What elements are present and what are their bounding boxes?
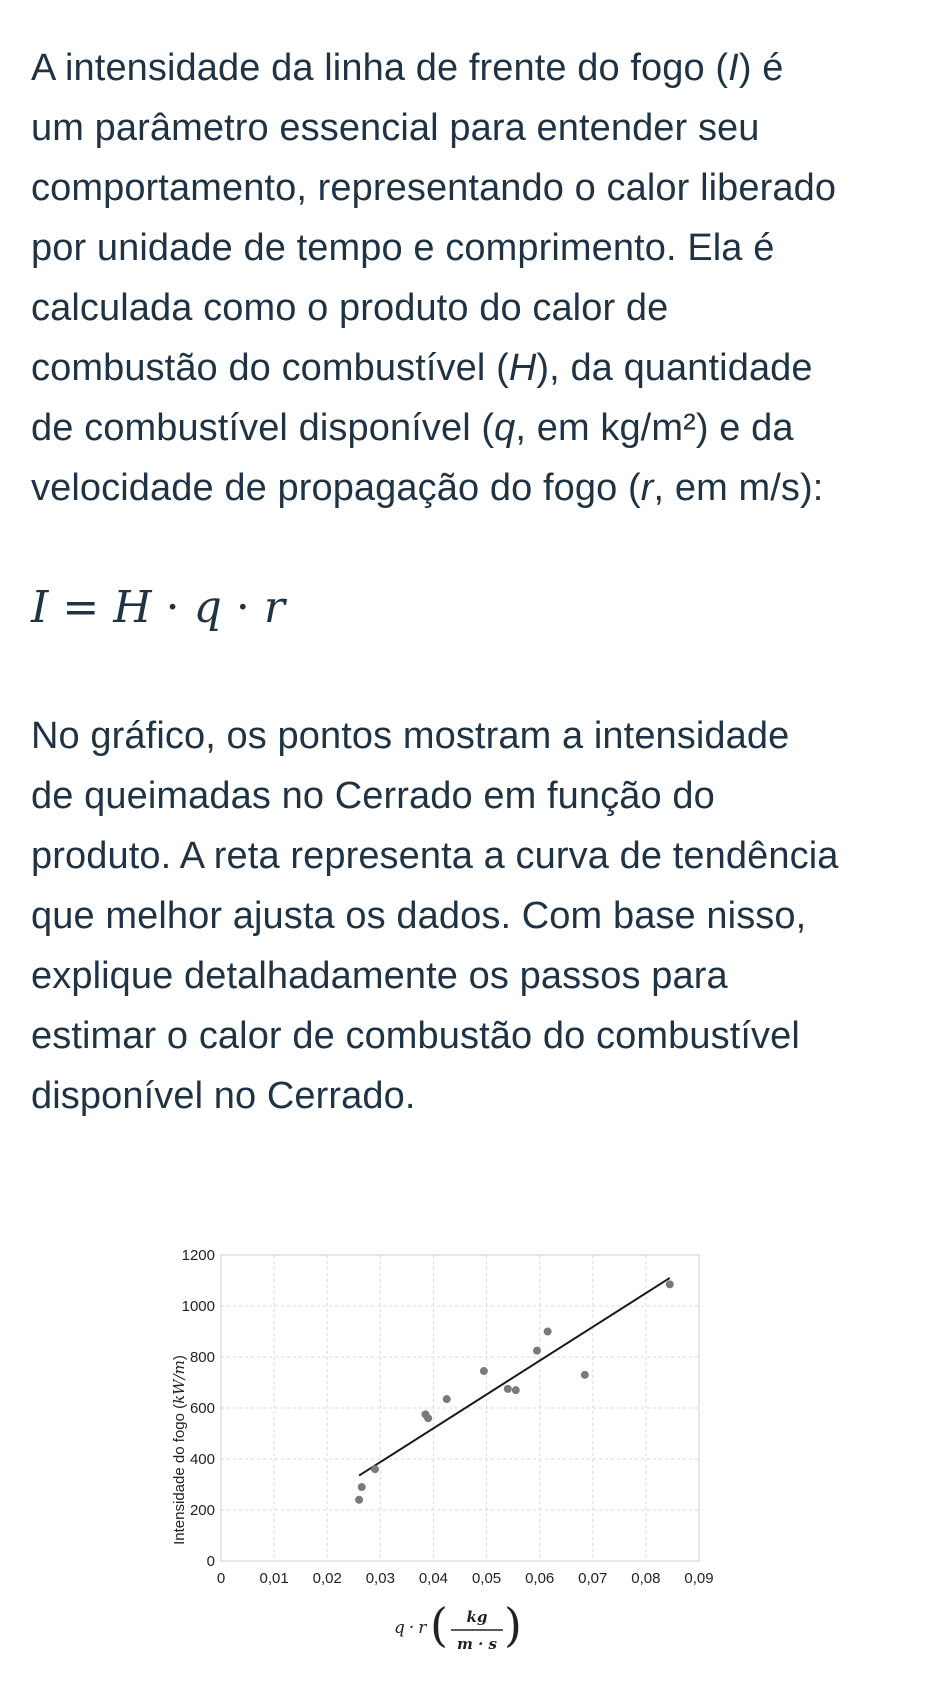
variable-I: I (728, 47, 739, 89)
data-point (512, 1386, 520, 1394)
x-tick-label: 0,08 (631, 1570, 661, 1587)
y-tick-label: 600 (189, 1400, 215, 1417)
intensity-formula (31, 578, 285, 638)
y-tick-label: 400 (189, 1451, 215, 1468)
data-points (355, 1280, 674, 1503)
text-fragment: ), da quantidade (536, 347, 813, 389)
text-line: explique detalhadamente os passos para (31, 955, 728, 997)
formula-dot: · (235, 582, 250, 633)
trend-line (359, 1278, 670, 1476)
formula-I: I (31, 582, 49, 633)
scatter-chart (160, 1245, 800, 1685)
text-fragment: ) é (738, 47, 784, 89)
x-tick-label: 0,09 (684, 1570, 714, 1587)
y-axis-label-unit: kW/m (170, 1360, 188, 1404)
x-label-r: r (418, 1618, 427, 1638)
text-line: de queimadas no Cerrado em função do (31, 775, 715, 817)
x-label-close-paren: ) (504, 1598, 522, 1652)
x-tick-label: 0,04 (418, 1570, 449, 1587)
x-tick-label: 0,06 (525, 1570, 555, 1587)
variable-r: r (640, 467, 654, 509)
svg-text:q·r (394, 1618, 427, 1638)
text-line: por unidade de tempo e comprimento. Ela é (31, 227, 775, 269)
text-line: produto. A reta representa a curva de tendência (31, 835, 839, 877)
x-tick-label: 0 (216, 1570, 226, 1587)
x-tick-label: 0,02 (312, 1570, 342, 1587)
formula-equals: = (62, 582, 100, 633)
data-point (533, 1347, 541, 1355)
text-line: velocidade de propagação do fogo ( (31, 467, 641, 509)
y-tick-label: 200 (189, 1502, 215, 1519)
text-line: A intensidade da linha de frente do fogo ( (31, 47, 729, 89)
x-label-denominator: m · s (457, 1635, 497, 1653)
chart-svg (160, 1245, 800, 1685)
formula-r: r (263, 582, 285, 633)
text-line: um parâmetro essencial para entender seu (31, 107, 760, 149)
x-tick-label: 0,07 (578, 1570, 608, 1587)
data-point (581, 1371, 589, 1379)
y-tick-label: 1000 (181, 1298, 215, 1315)
text-line: que melhor ajusta os dados. Com base nisso, (31, 895, 807, 937)
x-label-dot: · (408, 1618, 415, 1638)
x-label-q: q (394, 1618, 405, 1638)
data-point (544, 1328, 552, 1336)
data-point (424, 1414, 432, 1422)
question-paragraph (31, 706, 931, 1126)
x-label-numerator: kg (466, 1608, 488, 1626)
data-point (355, 1496, 363, 1504)
data-point (371, 1465, 379, 1473)
variable-H: H (508, 347, 537, 389)
y-axis-label-close: ) (171, 1355, 188, 1361)
x-ticks (217, 1570, 714, 1587)
x-label-open-paren: ( (430, 1598, 448, 1652)
y-tick-label: 1200 (181, 1247, 215, 1264)
grid (221, 1255, 699, 1561)
x-tick-label: 0,01 (259, 1570, 289, 1587)
text-line: No gráfico, os pontos mostram a intensidade (31, 715, 790, 757)
text-fragment: , em kg/m²) e da (515, 407, 794, 449)
text-line: de combustível disponível ( (31, 407, 495, 449)
y-axis-label (170, 1355, 188, 1545)
data-point (480, 1367, 488, 1375)
variable-q: q (494, 407, 516, 449)
x-tick-label: 0,03 (365, 1570, 395, 1587)
text-line: comportamento, representando o calor liberado (31, 167, 837, 209)
data-point (504, 1385, 512, 1393)
formula-H: H (113, 582, 152, 633)
text-line: estimar o calor de combustão do combustível (31, 1015, 800, 1057)
data-point (443, 1395, 451, 1403)
text-line: disponível no Cerrado. (31, 1075, 416, 1117)
y-axis-label-text: Intensidade do fogo ( (171, 1403, 188, 1545)
y-tick-label: 0 (206, 1553, 215, 1570)
plot-frame (221, 1255, 699, 1561)
text-line: calculada como o produto do calor de (31, 287, 669, 329)
formula-dot: · (165, 582, 180, 633)
text-fragment: , em m/s): (653, 467, 824, 509)
x-tick-label: 0,05 (471, 1570, 502, 1587)
x-axis-label (394, 1598, 522, 1653)
data-point (666, 1280, 674, 1288)
intro-paragraph (31, 38, 931, 518)
text-line: combustão do combustível ( (31, 347, 509, 389)
formula-q: q (193, 582, 222, 633)
y-tick-label: 800 (189, 1349, 215, 1366)
data-point (358, 1483, 366, 1491)
